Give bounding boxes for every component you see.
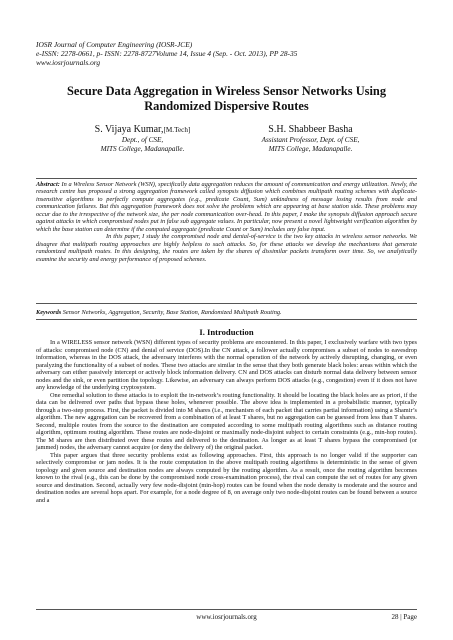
author-1-degree: [M.Tech] <box>163 126 191 134</box>
abstract-label: Abstract: <box>36 181 60 188</box>
abstract-text-1: In a Wireless Sensor Network (WSN), specifically data aggregation reduces the amount of communication and energy utilization. Newly, the research centre has proposed a strong aggregation framework called synopsis diffusion which combines multipath routing schemes with duplicate-insensitive algorithms to perfectly compute aggregates (e.g., predicate Count, Sum) unkindness of message losing results from node and communication failures. But this aggregation framework does not solve the problems which are appearing at base station side. These problems may occur due to the irrespective of the network size, the per node communication over-head. In this paper, I make the synopsis diffusion approach secure against attacks in which compromised nodes put in false sub aggregate values. In particular, now present a novel lightweight verification algorithm by which the base station can determine if the computed aggregate (predicate Count or Sum) includes any false input. <box>36 181 418 233</box>
author-1-name: S. Vijaya Kumar, <box>94 124 164 135</box>
paper-title <box>30 84 423 114</box>
title-line-1: Secure Data Aggregation in Wireless Sensor Networks Using <box>66 84 387 98</box>
journal-header <box>36 40 416 67</box>
keywords-label: Keywords <box>36 309 62 316</box>
page-footer <box>36 612 417 622</box>
journal-issn: e-ISSN: 2278-0661, p- ISSN: 2278-8727Volume 14, Issue 4 (Sep. - Oct. 2013), PP 28-35 <box>36 49 298 58</box>
page-number: 28 | Page <box>391 613 417 621</box>
abstract-paragraph-2: In this paper, I study the compromised node and denial-of-service is the two key attacks in wireless sensor networks. We disagree that multipath routing approaches are highly helpless to such attacks. So, for these attacks we develop the mechanisms that generate randomized multipath routes. In this designing, the routes are taken by the shares of dissimilar packets transform over time. So, we analytically examine the security and energy performance of proposed schemes. <box>36 233 417 263</box>
keywords <box>36 309 417 317</box>
abstract-bottom-rule <box>36 303 417 304</box>
intro-paragraph-1: In a WIRELESS sensor network (WSN) different types of security problems are encountered. In this paper, I exclusively warfare with two types of attacks: compromised node (CN) and denial of service (DOS).In the CN attack, a follower actually compromises a subset of nodes to eavesdrop information, whereas in the DOS attack, the adversary interferes with the normal operation of the network by actively disrupting, changing, or even paralyzing the functionality of a subset of nodes. These two attacks are similar in the sense that they both generate black holes: areas within which the adversary can either passively intercept or actively block information delivery. CN and DOS attacks can disturb normal data delivery between sensor nodes and the sink, or even partition the topology. Likewise, an adversary can always perform DOS attacks (e.g., congestion) even if it does not have any knowledge of the underlying cryptosystem. <box>36 339 417 391</box>
author-1 <box>50 124 235 153</box>
author-2-dept: Assistant Professor, Dept. of CSE, <box>261 136 360 144</box>
keywords-text: Sensor Networks, Aggregation, Security, Base Station, Randomized Multipath Routing. <box>62 309 282 316</box>
title-line-2: Randomized Dispersive Routes <box>144 99 309 113</box>
author-2 <box>218 124 403 153</box>
author-2-name: S.H. Shabbeer Basha <box>268 124 353 135</box>
author-1-dept: Dept., of CSE, <box>121 136 164 144</box>
keywords-rule <box>36 319 417 320</box>
author-2-college: MITS College, Madanapalle. <box>268 144 353 153</box>
abstract-top-rule <box>36 178 417 179</box>
footer-url: www.iosrjournals.org <box>196 613 257 621</box>
author-1-college: MITS College, Madanapalle. <box>100 144 185 153</box>
journal-url: www.iosrjournals.org <box>36 58 101 67</box>
journal-name: IOSR Journal of Computer Engineering (IOSR-JCE) <box>36 40 193 49</box>
section-heading: I. Introduction <box>199 327 254 337</box>
abstract <box>36 181 417 263</box>
introduction-body <box>36 339 417 504</box>
abstract-paragraph-1 <box>36 181 417 233</box>
footer-rule <box>36 609 417 610</box>
intro-paragraph-2: One remedial solution to these attacks is to exploit the in-network’s routing functionality. It should be locating the black holes are as priori, if the data can be delivered over paths that bypass these holes, whenever possible. The above idea is implemented in a probabilistic manner, typically through a two-step process. First, the packet is divided into M shares (i.e., mechanism of each packet that carries partial information) using a Shamir’s algorithm. The new aggregation can be recovered from a combination of at least T shares, but no aggregation can be guessed from less than T shares. Second, multiple routes from the source to the destination are computed according to some multipath routing algorithms such as distance routing algorithm, optimum routing algorithm. These routes are node-disjoint or maximally node-disjoint subject to certain constraints (e.g., min-hop routes). The M shares are then distributed over these routes and delivered to the destination. As longer as at least T shares bypass the compromised (or jammed) nodes, the adversary cannot acquire (or deny the delivery of) the original packet. <box>36 391 417 451</box>
intro-paragraph-3: This paper argues that three security problems exist as following approaches. First, this approach is no longer valid if the supporter can selectively compromise or jam nodes. It is the route computation in the above multipath routing algorithms is deterministic in the sense of given topology and given source and destination nodes are always computed by the routing algorithm. As a result, once the routing algorithm becomes known to the rival (e.g., this can be done by the compromised node cross-examination process), the rival can compute the set of routes for any given source and destination. Second, actually very few node-disjoint (min-hop) routes can be found when the node density is moderate and the source and destination nodes are several hops apart. For example, for a node degree of 8, on average only two node-disjoint routes can be found between a source and a <box>36 451 417 504</box>
